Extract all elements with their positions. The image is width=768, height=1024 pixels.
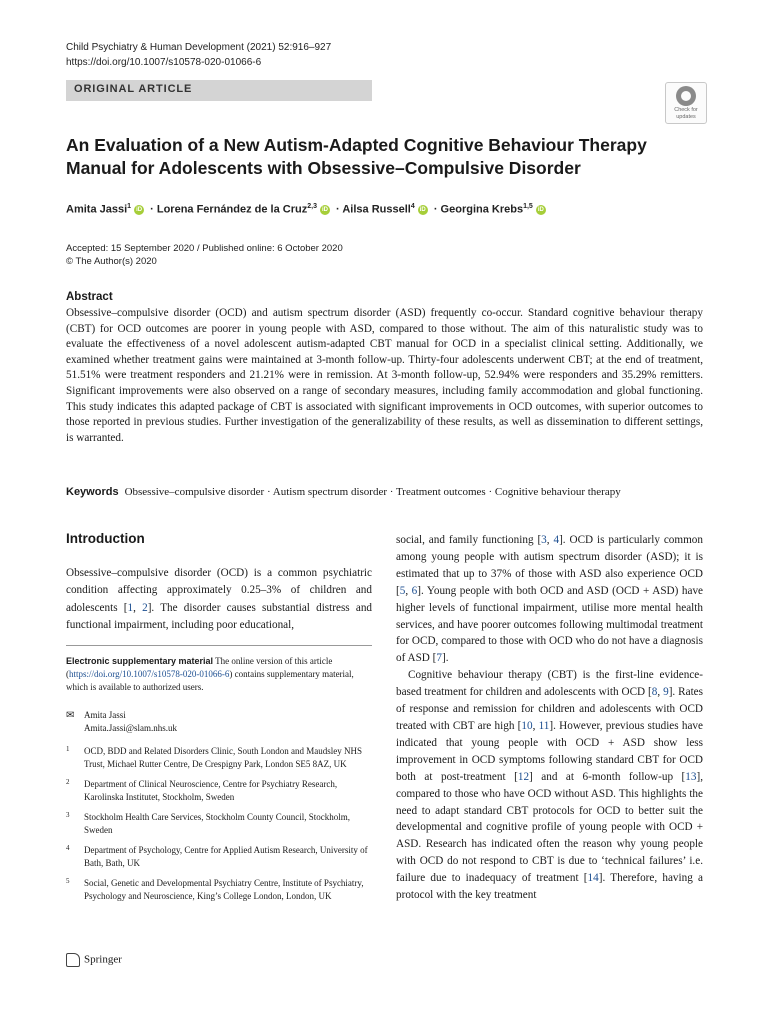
esm-doi-link[interactable]: https://doi.org/10.1007/s10578-020-01066-6 <box>69 669 230 679</box>
intro-text: , <box>133 601 143 614</box>
affiliation-text: Department of Clinical Neuroscience, Centre for Psychiatry Research, Karolinska Institutet, Stockholm, Sweden <box>84 779 338 802</box>
intro-paragraph <box>396 532 703 667</box>
title-line-1: An Evaluation of a New Autism-Adapted Cognitive Behaviour Therapy <box>66 135 647 155</box>
intro-text: ]. Therefore, having a protocol with the key treatment <box>396 872 703 902</box>
intro-paragraph <box>396 667 703 904</box>
affiliation-text: Department of Psychology, Centre for Applied Autism Research, University of Bath, Bath, UK <box>84 845 368 868</box>
publisher-footer <box>66 953 122 967</box>
citation-link[interactable]: 6 <box>411 584 418 597</box>
journal-header <box>66 40 331 70</box>
title-line-2: Manual for Adolescents with Obsessive–Compulsive Disorder <box>66 158 581 178</box>
intro-text: , <box>546 534 554 546</box>
publisher-name: Springer <box>84 953 122 966</box>
orcid-icon[interactable]: iD <box>419 206 426 213</box>
affiliation-number: 2 <box>66 778 70 786</box>
intro-text: ]. However, previous studies have indicated that young people with OCD + ASD show less improvement in OCD symptoms following standard CBT for OCD both at post-treatment [ <box>396 719 703 783</box>
intro-text: , <box>657 686 664 699</box>
keywords-heading: Keywords <box>66 486 119 498</box>
citation-link[interactable]: 14 <box>587 872 599 885</box>
affiliation-item <box>66 877 372 903</box>
keywords <box>66 486 706 498</box>
author-name[interactable]: Ailsa Russell <box>342 203 411 216</box>
envelope-icon: ✉ <box>66 710 75 721</box>
orcid-icon[interactable]: iD <box>321 206 328 213</box>
citation-link[interactable]: 4 <box>553 534 560 546</box>
orcid-icon[interactable]: iD <box>136 206 143 213</box>
citation-link[interactable]: 10 <box>521 719 533 732</box>
intro-text: ]. <box>442 652 449 665</box>
affiliation-item <box>66 844 372 870</box>
dates-line: Accepted: 15 September 2020 / Published online: 6 October 2020 <box>66 243 343 254</box>
springer-logo-icon <box>66 953 80 967</box>
journal-citation: Child Psychiatry & Human Development (2021) 52:916–927 <box>66 42 332 53</box>
author-affiliation: 1 <box>127 203 132 210</box>
intro-text: ], compared to those who have OCD without ASD. This highlights the need to adapt standard CBT protocols for OCD to better suit the developmental and cognitive profile of young people with OCD + ASD. Research has indicated often the reason why young people with OCD do not respond to CBT is due to ‘technical failures’ i.e. failure due to inadequacy of treatment [ <box>396 770 703 885</box>
intro-text: , <box>532 719 539 732</box>
keywords-list: Obsessive–compulsive disorder · Autism spectrum disorder · Treatment outcomes · Cognitive behaviour therapy <box>124 486 621 498</box>
affiliation-number: 1 <box>66 745 70 753</box>
intro-text: ]. OCD is particularly common among young people with autism spectrum disorder (ASD); it is estimated that up to 37% of those with ASD also experience OCD [ <box>396 534 703 597</box>
corresponding-author: Amita Jassi <box>84 710 126 720</box>
supplementary-material-note <box>66 655 372 694</box>
affiliation-text: Social, Genetic and Developmental Psychiatry Centre, Institute of Psychiatry, Psychology and Neuroscience, King’s College London, London, UK <box>84 878 364 901</box>
esm-text: The online version of this article ( <box>66 656 333 679</box>
affiliation-item <box>66 811 372 837</box>
corresponding-email[interactable]: Amita.Jassi@slam.nhs.uk <box>84 723 178 733</box>
citation-link[interactable]: 12 <box>517 770 530 783</box>
affiliations <box>66 745 372 910</box>
intro-text: , <box>405 584 412 597</box>
article-type-label: ORIGINAL ARTICLE <box>74 83 193 95</box>
orcid-icon[interactable]: iD <box>537 206 544 213</box>
author-name[interactable]: Amita Jassi <box>66 203 128 216</box>
affiliation-text: Stockholm Health Care Services, Stockholm County Council, Stockholm, Sweden <box>84 812 350 835</box>
citation-link[interactable]: 7 <box>436 652 442 665</box>
intro-right-column <box>396 532 703 904</box>
author-separator: · <box>336 203 340 216</box>
intro-text: ] and at 6-month follow-up [ <box>529 770 686 783</box>
intro-left-column <box>66 565 372 634</box>
abstract-body: Obsessive–compulsive disorder (OCD) and autism spectrum disorder (ASD) frequently co-occur. Standard cognitive behaviour therapy (CBT) for OCD outcomes are poorer in young people with ASD, compared to those without. The aim of this naturalistic study was to evaluate the effectiveness of a novel adolescent autism-adapted CBT manual for OCD in a specialist clinical setting. Additionally, we examined whether treatment gains were maintained at 3-month follow-up. Thirty-four adolescents underwent CBT; at the end of treatment, 51.51% were treatment responders and 21.21% were in remission. At 3-month follow-up, 52.94% were responders and 35.29% remitters. Significant improvements were also observed on a range of secondary measures, including family accommodation and global functioning. This study indicates this adapted package of CBT is associated with significant improvements in OCD outcomes, with superior outcomes to those reported in previous studies. Further investigation of the generalizability of these results, as well as dissemination to different settings, is warranted. <box>66 307 703 444</box>
citation-link[interactable]: 3 <box>541 534 547 546</box>
badge-line-1: Check for <box>674 107 698 113</box>
intro-text: Obsessive–compulsive disorder (OCD) is a common psychiatric condition affecting approximately 0.25–3% of children and adolescents [ <box>66 567 372 614</box>
intro-text: ]. Young people with both OCD and ASD (OCD + ASD) have higher levels of functional impairment, utilise more mental health services, and have poorer outcomes following multimodal treatment for OCD, compared to those with OCD who do not have a diagnosis of ASD [ <box>396 584 704 665</box>
article-type-banner <box>66 80 372 101</box>
author-separator: · <box>150 203 154 216</box>
intro-text: Cognitive behaviour therapy (CBT) is the first-line evidence-based treatment for children and adolescents with OCD [ <box>396 669 703 699</box>
affiliation-number: 3 <box>66 811 70 819</box>
copyright-line: © The Author(s) 2020 <box>66 256 157 267</box>
journal-doi[interactable]: https://doi.org/10.1007/s10578-020-01066-6 <box>66 57 262 68</box>
citation-link[interactable]: 13 <box>685 770 697 783</box>
affiliation-item <box>66 778 372 804</box>
citation-link[interactable]: 11 <box>538 719 550 732</box>
check-for-updates-badge[interactable] <box>665 82 707 124</box>
author-affiliation: 4 <box>410 203 415 210</box>
publication-dates <box>66 242 343 268</box>
citation-link[interactable]: 1 <box>127 601 134 614</box>
author-list <box>66 203 549 216</box>
badge-line-2: updates <box>676 114 696 120</box>
intro-text: social, and family functioning [ <box>396 534 542 546</box>
affiliation-number: 4 <box>66 844 70 852</box>
introduction-heading: Introduction <box>66 531 145 546</box>
esm-text: ) contains supplementary material, which is available to authorized users. <box>66 669 354 692</box>
author-name[interactable]: Georgina Krebs <box>440 203 524 216</box>
citation-link[interactable]: 8 <box>651 686 658 699</box>
author-affiliation: 1,5 <box>523 203 533 210</box>
abstract-heading: Abstract <box>66 291 113 303</box>
author-affiliation: 2,3 <box>307 203 317 210</box>
affiliation-item <box>66 745 372 771</box>
citation-link[interactable]: 5 <box>399 584 406 597</box>
intro-text: ]. Rates of response and remission for children and adolescents with OCD treated with CBT are high [ <box>396 686 704 732</box>
citation-link[interactable]: 2 <box>142 601 148 614</box>
affiliation-text: OCD, BDD and Related Disorders Clinic, South London and Maudsley NHS Trust, Michael Rutter Centre, De Crespigny Park, London SE5 8AZ, UK <box>84 746 362 769</box>
esm-heading: Electronic supplementary material <box>66 656 214 666</box>
author-separator: · <box>433 203 438 216</box>
affiliation-number: 5 <box>66 877 70 885</box>
footnote-divider <box>66 645 372 646</box>
author-name[interactable]: Lorena Fernández de la Cruz <box>156 203 308 216</box>
check-updates-icon <box>676 86 696 106</box>
intro-text: ]. The disorder causes substantial distress and functional impairment, including poor educational, <box>66 601 373 631</box>
correspondence <box>66 709 177 735</box>
citation-link[interactable]: 9 <box>663 686 669 699</box>
article-title <box>66 134 676 180</box>
